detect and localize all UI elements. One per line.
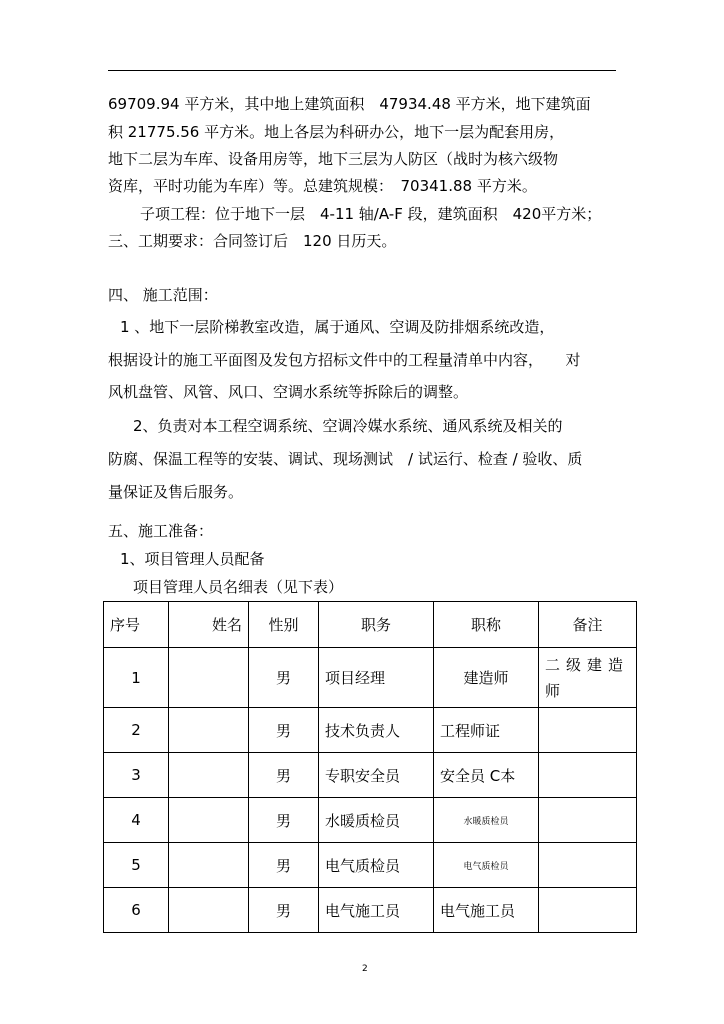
table-row bbox=[104, 708, 637, 753]
cell-title: 电气施工员 bbox=[434, 888, 539, 933]
cell-name bbox=[169, 843, 249, 888]
cell-name bbox=[169, 753, 249, 798]
cell-note bbox=[539, 708, 637, 753]
cell-name bbox=[169, 798, 249, 843]
cell-gender: 男 bbox=[249, 888, 319, 933]
paragraph-line: 积 21775.56 平方米。地上各层为科研办公，地下一层为配套用房， bbox=[108, 123, 565, 141]
paragraph-line: 防腐、保温工程等的安装、调试、现场测试 / 试运行、检查 / 验收、质 bbox=[108, 450, 583, 468]
cell-gender: 男 bbox=[249, 648, 319, 708]
cell-title: 安全员 C本 bbox=[434, 753, 539, 798]
cell-name bbox=[169, 708, 249, 753]
cell-name bbox=[169, 648, 249, 708]
table-row bbox=[104, 753, 637, 798]
paragraph-line: 69709.94 平方米，其中地上建筑面积 47934.48 平方米，地下建筑面 bbox=[108, 95, 591, 113]
cell-title: 工程师证 bbox=[434, 708, 539, 753]
cell-note: 二级建造师 bbox=[539, 648, 637, 708]
cell-gender: 男 bbox=[249, 753, 319, 798]
cell-post: 专职安全员 bbox=[319, 753, 434, 798]
header-cell: 备注 bbox=[539, 602, 637, 648]
table-row bbox=[104, 798, 637, 843]
cell-gender: 男 bbox=[249, 843, 319, 888]
cell-note bbox=[539, 753, 637, 798]
cell-post: 水暖质检员 bbox=[319, 798, 434, 843]
section-heading: 四、 施工范围： bbox=[108, 286, 218, 304]
subsection-heading: 1、项目管理人员配备 bbox=[120, 550, 265, 568]
paragraph-line: 根据设计的施工平面图及发包方招标文件中的工程量清单中内容， 对 bbox=[108, 351, 581, 369]
section-heading: 三、工期要求：合同签订后 120 日历天。 bbox=[108, 232, 397, 250]
cell-post: 项目经理 bbox=[319, 648, 434, 708]
paragraph-line: 子项工程：位于地下一层 4-11 轴/A-F 段，建筑面积 420平方米； bbox=[140, 205, 602, 223]
paragraph-line: 地下二层为车库、设备用房等，地下三层为人防区（战时为核六级物 bbox=[108, 150, 559, 168]
cell-note bbox=[539, 888, 637, 933]
paragraph-line: 资库，平时功能为车库）等。总建筑规模： 70341.88 平方米。 bbox=[108, 177, 537, 195]
paragraph-line: 风机盘管、风管、风口、空调水系统等拆除后的调整。 bbox=[108, 383, 469, 401]
cell-no: 2 bbox=[104, 708, 169, 753]
cell-name bbox=[169, 888, 249, 933]
header-cell: 性别 bbox=[249, 602, 319, 648]
cell-post: 电气施工员 bbox=[319, 888, 434, 933]
paragraph-line: 量保证及售后服务。 bbox=[108, 483, 244, 501]
table-header-row bbox=[104, 602, 637, 648]
header-cell: 序号 bbox=[104, 602, 169, 648]
table-row bbox=[104, 648, 637, 708]
cell-no: 1 bbox=[104, 648, 169, 708]
cell-no: 4 bbox=[104, 798, 169, 843]
cell-post: 技术负责人 bbox=[319, 708, 434, 753]
header-rule bbox=[108, 70, 616, 71]
cell-gender: 男 bbox=[249, 708, 319, 753]
cell-title: 建造师 bbox=[434, 648, 539, 708]
cell-title: 水暖质检员 bbox=[434, 798, 539, 843]
cell-no: 3 bbox=[104, 753, 169, 798]
header-cell: 职务 bbox=[319, 602, 434, 648]
paragraph-line: 1 、地下一层阶梯教室改造，属于通风、空调及防排烟系统改造， bbox=[120, 318, 555, 336]
cell-note bbox=[539, 798, 637, 843]
cell-title: 电气质检员 bbox=[434, 843, 539, 888]
section-heading: 五、施工准备： bbox=[108, 522, 214, 540]
cell-note bbox=[539, 843, 637, 888]
paragraph-line: 2、负责对本工程空调系统、空调冷媒水系统、通风系统及相关的 bbox=[133, 417, 563, 435]
header-cell: 姓名 bbox=[169, 602, 249, 648]
table-row bbox=[104, 843, 637, 888]
table-caption: 项目管理人员名细表（见下表） bbox=[133, 578, 344, 596]
staff-table bbox=[103, 601, 637, 933]
cell-no: 6 bbox=[104, 888, 169, 933]
page-number: 2 bbox=[362, 964, 368, 974]
table-row bbox=[104, 888, 637, 933]
header-cell: 职称 bbox=[434, 602, 539, 648]
cell-gender: 男 bbox=[249, 798, 319, 843]
cell-no: 5 bbox=[104, 843, 169, 888]
cell-post: 电气质检员 bbox=[319, 843, 434, 888]
